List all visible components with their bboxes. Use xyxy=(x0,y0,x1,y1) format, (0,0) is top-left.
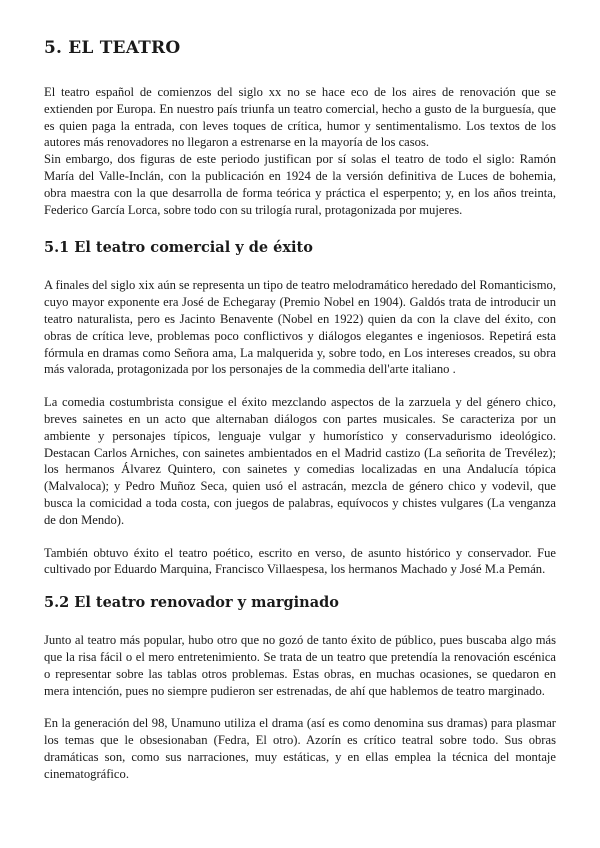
intro-paragraph-1: El teatro español de comienzos del siglo xx no se hace eco de los aires de renovación que se extienden por Europa. En nuestro país triunfa un teatro comercial, hecho a gusto de la burguesía, que es quien paga la entrada, con leves toques de crítica, humor y sentimentalismo. Los textos de los autores más renovadores no llegaron a estrenarse en la mayoría de los casos. xyxy=(44,85,556,150)
subsection-1-paragraph-1: A finales del siglo xix aún se representa un tipo de teatro melodramático heredado del Romanticismo, cuyo mayor exponente era José de Echegaray (Premio Nobel en 1904). Galdós trata de introducir un teatro naturalista, pero es Jacinto Benavente (Nobel en 1922) quien da con la clave del éxito, con obras de crítica leve, problemas poco conflictivos y diálogos elegantes e ingeniosos. Repetirá esta fórmula en dramas como Señora ama, La malquerida y, sobre todo, en Los intereses creados, su obra más valorada, protagonizada por los personajes de la commedia dell'arte italiano . xyxy=(44,278,556,377)
subsection-1-paragraph-2: La comedia costumbrista consigue el éxito mezclando aspectos de la zarzuela y del género chico, breves sainetes en un acto que alternaban diálogos con partes musicales. Se caracteriza por un ambiente y personajes típicos, lenguaje vulgar y humorístico y conservadurismo ideológico. Destacan Carlos Arniches, con sainetes ambientados en el Madrid castizo (La señorita de Trevélez); los hermanos Álvarez Quintero, con sainetes y comedias localizadas en una Andalucía tópica (Malvaloca); y Pedro Muñoz Seca, quien usó el astracán, mezcla de género chico y vodevil, que busca la comicidad a toda costa, con juegos de palabras, equívocos y chistes vulgares (La venganza de don Mendo). xyxy=(44,395,556,527)
subsection-1-paragraph-3: También obtuvo éxito el teatro poético, escrito en verso, de asunto histórico y conservador. Fue cultivado por Eduardo Marquina, Francisco Villaespesa, los hermanos Machado y José M.a Pemán. xyxy=(44,545,556,577)
subsection-1-title: 5.1 El teatro comercial y de éxito xyxy=(44,239,313,257)
subsection-2-paragraph-2: En la generación del 98, Unamuno utiliza el drama (así es como denomina sus dramas) para plasmar los temas que le obsesionaban (Fedra, El otro). Azorín es crítico teatral sobre todo. Sus obras dramáticas son, como sus narraciones, muy estáticas, y en ellas emplea la técnica del montaje cinematográfico. xyxy=(44,716,556,781)
subsection-2-paragraph-1: Junto al teatro más popular, hubo otro que no gozó de tanto éxito de público, pues buscaba algo más que la risa fácil o el mero entretenimiento. Se trata de un teatro que pretendía la renovación escénica o representar sobre las tablas otros problemas. Estas obras, en muchas ocasiones, se quedaron en mera intención, pues no siempre pudieron ser estrenadas, de ahí que hablemos de teatro marginado. xyxy=(44,633,556,698)
intro-paragraph-2: Sin embargo, dos figuras de este periodo justifican por sí solas el teatro de todo el siglo: Ramón María del Valle-Inclán, con la publicación en 1924 de la versión definitiva de Luces de bohemia, obra maestra con la que desarrolla de forma teórica y práctica el esperpento; y, en los años treinta, Federico García Lorca, sobre todo con su trilogía rural, protagonizada por mujeres. xyxy=(44,152,556,217)
subsection-2-title: 5.2 El teatro renovador y marginado xyxy=(44,594,339,612)
section-title: 5. EL TEATRO xyxy=(44,38,181,58)
